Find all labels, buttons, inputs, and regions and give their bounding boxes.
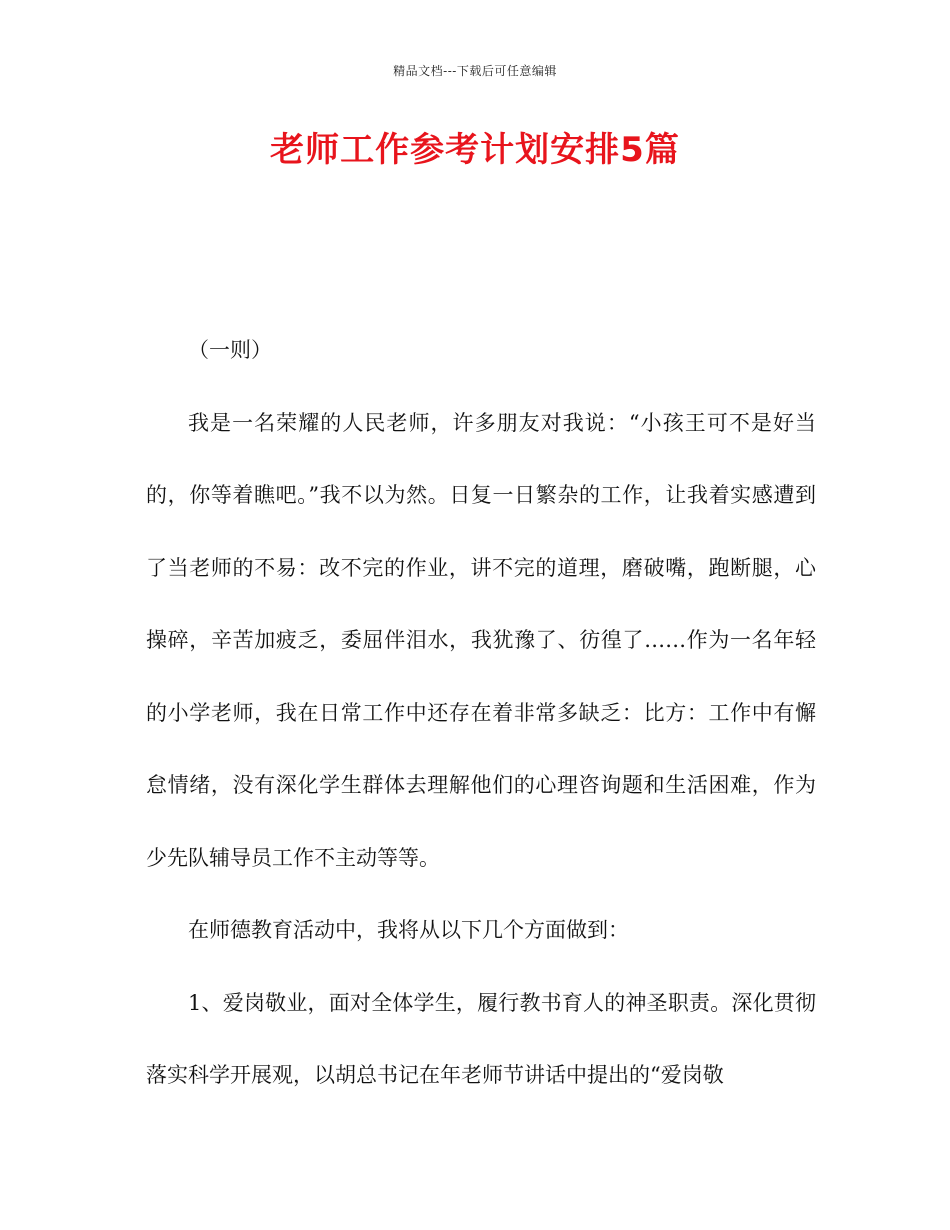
document-body xyxy=(146,314,816,1112)
paragraph-plan-lead: 在师德教育活动中，我将从以下几个方面做到： xyxy=(188,918,629,942)
document-title: 老师工作参考计划安排5篇 xyxy=(270,130,680,170)
paragraph-point-1: 1、爱岗敬业，面对全体学生，履行教书育人的神圣职责。深化贯彻落实科学开展观，以胡总书记在年老师节讲话中提出的“爱岗敬 xyxy=(146,990,816,1087)
section-label: （一则） xyxy=(188,338,272,362)
paragraph-intro: 我是一名荣耀的人民老师，许多朋友对我说：“小孩王可不是好当的，你等着瞧吧。”我不以为然。日复一日繁杂的工作，让我着实感遭到了当老师的不易：改不完的作业，讲不完的道理，磨破嘴，跑断腿，心操碎，辛苦加疲乏，委屈伴泪水，我犹豫了、彷徨了……作为一名年轻的小学老师，我在日常工作中还存在着非常多缺乏：比方：工作中有懈怠情绪，没有深化学生群体去理解他们的心理咨询题和生活困难，作为少先队辅导员工作不主动等等。 xyxy=(146,410,816,870)
header-note: 精品文档---下载后可任意编辑 xyxy=(393,64,557,78)
